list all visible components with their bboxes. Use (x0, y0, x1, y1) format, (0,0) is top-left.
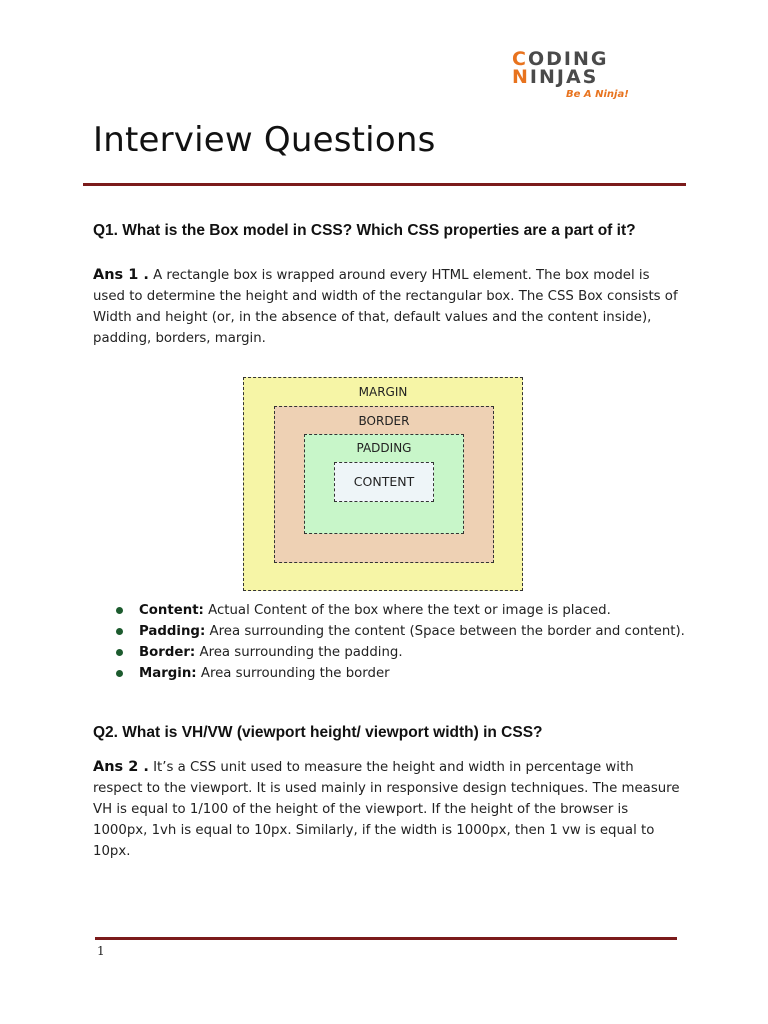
bullet-term: Content: (139, 603, 204, 618)
bullet-term: Margin: (139, 666, 197, 681)
box-model-diagram (243, 377, 523, 591)
logo-line-1-rest: ODING (527, 48, 609, 70)
content-label: CONTENT (353, 474, 415, 489)
bullet-term: Border: (139, 645, 196, 660)
bullet-dot-icon (116, 628, 123, 635)
padding-label: PADDING (356, 441, 412, 455)
answer-1-text: A rectangle box is wrapped around every HTML element. The box model is used to determine the height and width of the rectangular box. The CSS Box consists of Width and height (or, in the absence of that, default values and the content inside), padding, borders, margin. (93, 268, 678, 346)
bullet-text: Area surrounding the padding. (195, 645, 403, 660)
list-item (113, 621, 685, 642)
answer-1-label: Ans 1 . (93, 267, 149, 283)
list-item (113, 663, 685, 684)
margin-label: MARGIN (358, 385, 408, 399)
question-2: Q2. What is VH/VW (viewport height/ viewport width) in CSS? (93, 724, 543, 741)
border-label: BORDER (358, 414, 410, 428)
header-divider (83, 183, 686, 186)
bullet-term: Padding: (139, 624, 206, 639)
page-number: 1 (97, 944, 105, 958)
logo-line-2-rest: INJAS (529, 66, 599, 88)
footer-divider (95, 937, 677, 940)
logo-tagline: Be A Ninja! (566, 89, 629, 100)
coding-ninjas-logo (512, 50, 632, 102)
bullet-text: Area surrounding the border (196, 666, 390, 681)
box-model-bullet-list (113, 600, 685, 684)
margin-box (243, 377, 523, 591)
padding-box (304, 434, 464, 534)
bullet-text: Actual Content of the box where the text or image is placed. (203, 603, 611, 618)
content-box (334, 462, 434, 502)
border-box (274, 406, 494, 563)
logo-line-2-initial: N (512, 66, 530, 88)
logo-line-2 (512, 68, 598, 87)
bullet-dot-icon (116, 649, 123, 656)
answer-2-text: It’s a CSS unit used to measure the height and width in percentage with respect to the viewport. It is used mainly in responsive design techniques. The measure VH is equal to 1/100 of the height of the viewport. If the height of the browser is 1000px, 1vh is equal to 10px. Similarly, if the width is 1000px, then 1 vw is equal to 10px. (93, 760, 680, 859)
answer-2-label: Ans 2 . (93, 759, 149, 775)
bullet-dot-icon (116, 607, 123, 614)
list-item (113, 600, 685, 621)
question-1: Q1. What is the Box model in CSS? Which CSS properties are a part of it? (93, 222, 636, 239)
bullet-text: Area surrounding the content (Space between the border and content). (205, 624, 685, 639)
logo-line-1-initial: C (512, 48, 528, 70)
list-item (113, 642, 685, 663)
bullet-dot-icon (116, 670, 123, 677)
answer-2 (93, 757, 683, 862)
answer-1 (93, 265, 683, 349)
page-title: Interview Questions (93, 120, 436, 160)
